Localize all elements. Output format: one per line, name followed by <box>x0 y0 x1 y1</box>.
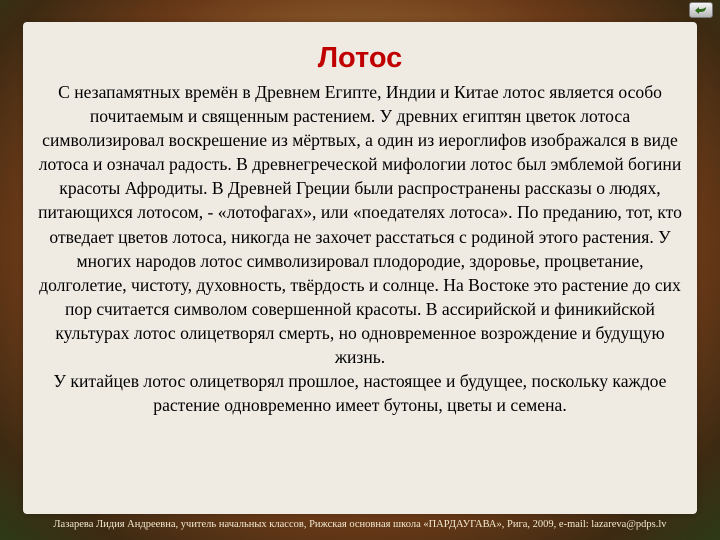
slide-title: Лотос <box>317 42 403 74</box>
body-paragraph-1: С незапамятных времён в Древнем Египте, Индии и Китае лотос является особо почитаемым и священным растением. У древних египтян цветок лотоса символизировал воскрешение из мёртвых, а один из иероглифов изображался в виде лотоса и означал радость. В древнегреческой мифологии лотос был эмблемой богини красоты Афродиты. В Древней Греции были распространены рассказы о людях, питающихся лотосом, - «лотофагах», или «поедателях лотоса». По преданию, тот, кто отведает цветов лотоса, никогда не захочет расстаться с родиной этого растения. У многих народов лотос символизировал плодородие, здоровье, процветание, долголетие, чистоту, духовность, твёрдость и солнце. На Востоке это растение до сих пор считается символом совершенной красоты. В ассирийской и финикийской культурах лотос олицетворял смерть, но одновременное возрождение и будущую жизнь. <box>38 82 682 368</box>
return-button[interactable] <box>689 2 713 18</box>
body-paragraph-2: У китайцев лотос олицетворял прошлое, настоящее и будущее, поскольку каждое растение одновременно имеет бутоны, цветы и семена. <box>53 371 667 416</box>
return-arrow-icon <box>694 5 708 15</box>
author-footer: Лазарева Лидия Андреевна, учитель начальных классов, Рижская основная школа «ПАРДАУГАВА», Рига, 2009, e-mail: lazareva@pdps.lv <box>53 519 667 530</box>
slide-body <box>36 80 684 417</box>
